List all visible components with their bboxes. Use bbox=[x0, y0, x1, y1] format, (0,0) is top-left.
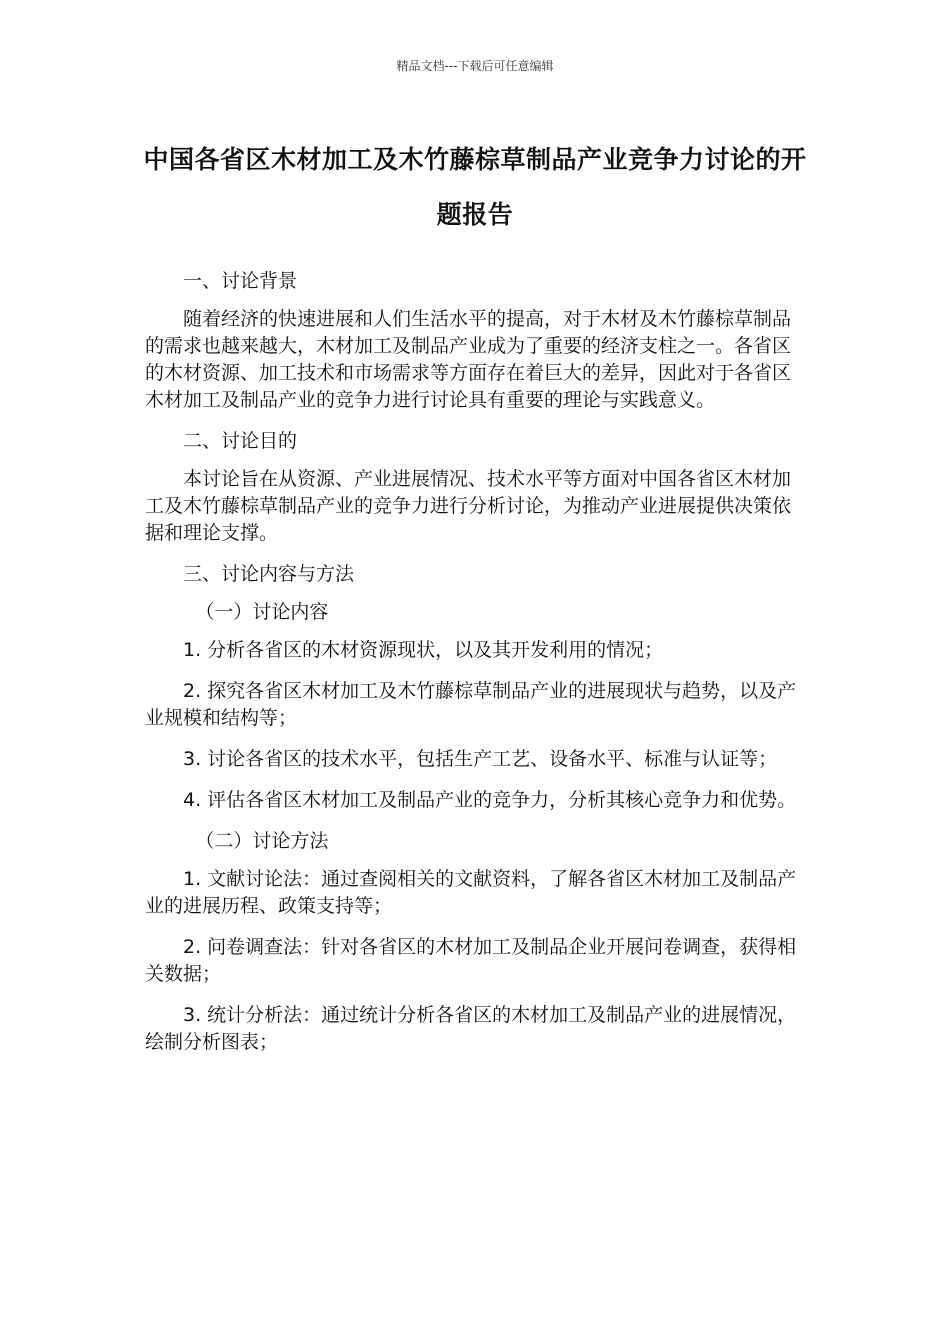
list-item-method-1: 1. 文献讨论法：通过查阅相关的文献资料，了解各省区木材加工及制品产业的进展历程、政策支持等； bbox=[145, 868, 797, 917]
list-item-content-1: 1. 分析各省区的木材资源现状，以及其开发利用的情况； bbox=[183, 639, 664, 661]
paragraph-background: 随着经济的快速进展和人们生活水平的提高，对于木材及木竹藤棕草制品的需求也越来越大，木材加工及制品产业成为了重要的经济支柱之一。各省区的木材资源、加工技术和市场需求等方面存在着巨大的差异，因此对于各省区木材加工及制品产业的竞争力进行讨论具有重要的理论与实践意义。 bbox=[145, 308, 792, 411]
list-item-method-2: 2. 问卷调查法：针对各省区的木材加工及制品企业开展问卷调查，获得相关数据； bbox=[145, 936, 797, 985]
list-item-content-2: 2. 探究各省区木材加工及木竹藤棕草制品产业的进展现状与趋势，以及产业规模和结构等； bbox=[145, 680, 797, 729]
section-heading-background: 一、讨论背景 bbox=[183, 270, 298, 292]
document-body bbox=[145, 268, 805, 1070]
list-item-method-3: 3. 统计分析法：通过统计分析各省区的木材加工及制品产业的进展情况，绘制分析图表； bbox=[145, 1004, 797, 1053]
section-heading-purpose: 二、讨论目的 bbox=[183, 430, 298, 452]
subheading-method: （二）讨论方法 bbox=[195, 830, 329, 852]
list-item-content-4: 4. 评估各省区木材加工及制品产业的竞争力，分析其核心竞争力和优势。 bbox=[183, 789, 797, 811]
document-title: 中国各省区木材加工及木竹藤棕草制品产业竞争力讨论的开题报告 bbox=[143, 145, 807, 229]
page-header-note: 精品文档---下载后可任意编辑 bbox=[396, 59, 554, 73]
subheading-content: （一）讨论内容 bbox=[195, 601, 329, 623]
list-item-content-3: 3. 讨论各省区的技术水平，包括生产工艺、设备水平、标准与认证等； bbox=[183, 748, 778, 770]
section-heading-content-method: 三、讨论内容与方法 bbox=[183, 563, 355, 585]
paragraph-purpose: 本讨论旨在从资源、产业进展情况、技术水平等方面对中国各省区木材加工及木竹藤棕草制品产业的竞争力进行分析讨论，为推动产业进展提供决策依据和理论支撑。 bbox=[145, 468, 792, 544]
